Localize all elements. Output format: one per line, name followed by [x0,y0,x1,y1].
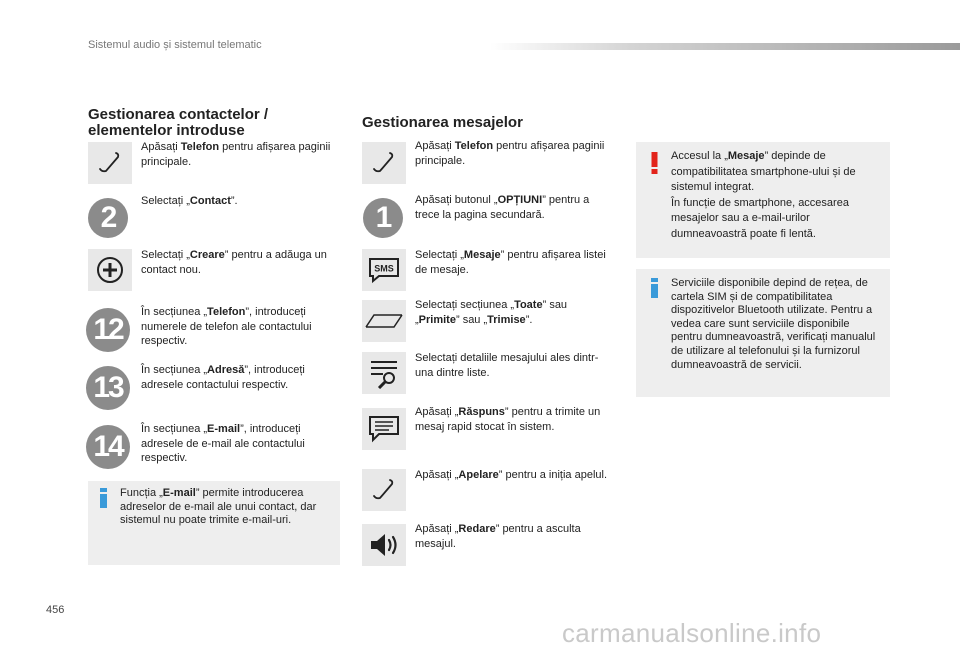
number-2-badge: 2 [88,198,128,238]
middle-step-6-text: Apăsați „Răspuns” pentru a trimite un mesaj rapid stocat în sistem. [415,406,601,433]
sms-icon [362,249,406,291]
info-icon [651,278,658,298]
left-step-1-text: Apăsați Telefon pentru afișarea paginii principale. [141,141,331,168]
middle-step-1-text: Apăsați Telefon pentru afișarea paginii principale. [415,140,605,167]
middle-step-4-text: Selectați secțiunea „Toate” sau „Primite” sau „Trimise”. [415,299,568,326]
info-note-text: Serviciile disponibile depind de rețea, de cartela SIM și de compatibilitatea dispozitivelor Bluetooth utilizate. Pentru a vedea care sunt serviciile disponibile pentru dumneavoastră, verificați manualul de utilizare al telefonului și la furnizorul dumneavoastră de servicii. [671,277,876,371]
left-step-6-text: În secțiunea „E-mail”, introduceți adresele de e-mail ale contactului respectiv. [141,423,305,464]
phone-icon [88,142,132,184]
left-note-text: Funcția „E-mail” permite introducerea adreselor de e-mail ale unui contact, dar sistemul nu poate trimite e-mail-uri. [120,487,317,526]
left-title-line2: elementelor introduse [88,122,245,139]
middle-step-8-text: Apăsați „Redare” pentru a asculta mesajul. [415,523,581,550]
left-step-3-text: Selectați „Creare” pentru a adăuga un contact nou. [141,249,327,276]
right-warning-note [636,142,890,258]
number-13-badge: 13 [86,366,130,410]
reply-icon [362,408,406,450]
message-detail-icon [362,352,406,394]
header-title: Sistemul audio și sistemul telematic [88,39,262,51]
right-info-note [636,269,890,397]
svg-text:SMS: SMS [374,263,394,274]
phone-icon [362,142,406,184]
number-1-badge: 1 [363,198,403,238]
middle-step-2-text: Apăsați butonul „OPȚIUNI” pentru a trece la pagina secundară. [415,194,590,221]
warning-note-text: Accesul la „Mesaje” depinde de compatibilitatea smartphone-ului și de sistemul integrat. În funcție de smartphone, accesarea mesajelor sau a e-mail-urilor dumneavoastră poate fi lentă. [671,150,856,240]
header-bar [490,43,960,50]
left-info-note [88,481,340,565]
left-step-4-text: În secțiunea „Telefon”, introduceți numerele de telefon ale contactului respectiv. [141,306,312,347]
middle-step-7-text: Apăsați „Apelare” pentru a iniția apelul. [415,469,608,481]
left-step-5-text: În secțiunea „Adresă”, introduceți adresele contactului respectiv. [141,364,305,391]
speaker-icon [362,524,406,566]
left-title-line1: Gestionarea contactelor / [88,106,269,123]
tab-icon [362,300,406,342]
info-icon [100,488,107,508]
number-12-badge: 12 [86,308,130,352]
number-14-badge: 14 [86,425,130,469]
left-section-title [88,107,268,139]
middle-step-5-text: Selectați detaliile mesajului ales dintr-una dintre liste. [415,352,599,379]
phone-icon [362,469,406,511]
page-number: 456 [46,604,65,616]
middle-step-3-text: Selectați „Mesaje” pentru afișarea listei de mesaje. [415,249,606,276]
warning-icon [651,152,658,174]
middle-section-title: Gestionarea mesajelor [362,114,523,131]
plus-circle-icon [88,249,132,291]
watermark: carmanualsonline.info [562,618,822,648]
left-step-2-text: Selectați „Contact”. [141,195,238,207]
